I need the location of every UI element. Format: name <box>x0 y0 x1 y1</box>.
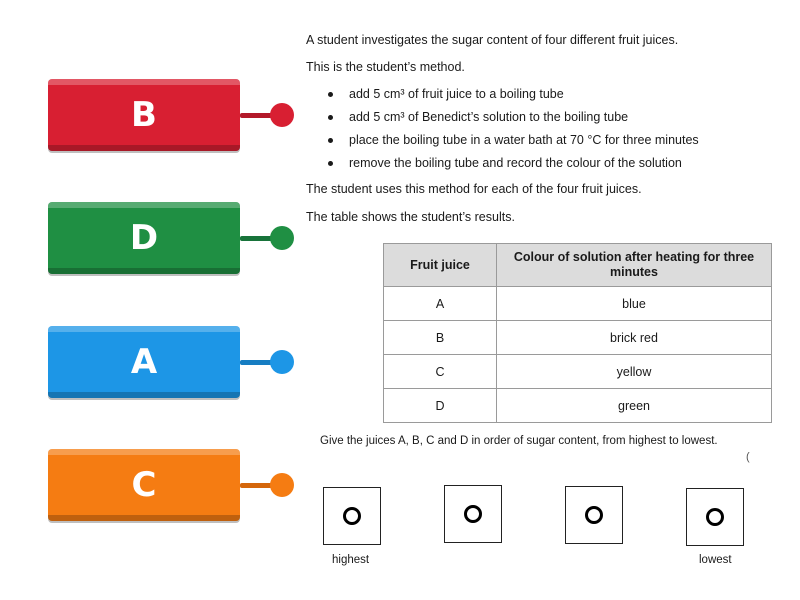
method-intro: This is the student’s method. <box>306 60 465 74</box>
connector-stem <box>240 236 274 241</box>
connector-dot[interactable] <box>270 350 294 374</box>
drop-target-dot[interactable] <box>585 506 603 524</box>
connector-dot[interactable] <box>270 226 294 250</box>
method-steps <box>328 86 699 178</box>
tile-label: A <box>130 342 158 382</box>
results-table <box>383 243 772 423</box>
method-repeat-text: The student uses this method for each of the four fruit juices. <box>306 182 642 196</box>
answer-tile-b[interactable] <box>48 79 240 151</box>
connector-dot[interactable] <box>270 473 294 497</box>
tile-label: C <box>131 465 157 505</box>
juice-cell: B <box>384 321 497 355</box>
drop-slot-1[interactable] <box>323 487 381 545</box>
drop-target-dot[interactable] <box>343 507 361 525</box>
drop-slot-2[interactable] <box>444 485 502 543</box>
tile-label: B <box>131 95 157 135</box>
question-intro: A student investigates the sugar content of four different fruit juices. <box>306 33 679 47</box>
method-step: place the boiling tube in a water bath at 70 °C for three minutes <box>328 132 699 155</box>
answer-tile-a[interactable] <box>48 326 240 398</box>
highest-label: highest <box>332 554 370 566</box>
lowest-label: lowest <box>699 554 732 566</box>
colour-cell: brick red <box>497 321 772 355</box>
table-row <box>384 389 772 423</box>
answer-tile-c[interactable] <box>48 449 240 521</box>
juice-cell: C <box>384 355 497 389</box>
juice-cell: A <box>384 287 497 321</box>
answer-tile-d[interactable] <box>48 202 240 274</box>
drop-target-dot[interactable] <box>706 508 724 526</box>
order-prompt: Give the juices A, B, C and D in order of sugar content, from highest to lowest. <box>320 435 718 447</box>
drop-target-dot[interactable] <box>464 505 482 523</box>
table-intro: The table shows the student’s results. <box>306 210 515 224</box>
tile-label: D <box>129 218 159 258</box>
connector-stem <box>240 360 274 365</box>
method-step: add 5 cm³ of fruit juice to a boiling tube <box>328 86 699 109</box>
colour-cell: blue <box>497 287 772 321</box>
connector-dot[interactable] <box>270 103 294 127</box>
connector-stem <box>240 483 274 488</box>
table-header-juice: Fruit juice <box>384 244 497 287</box>
colour-cell: green <box>497 389 772 423</box>
method-step: remove the boiling tube and record the colour of the solution <box>328 155 699 178</box>
connector-stem <box>240 113 274 118</box>
table-row <box>384 321 772 355</box>
table-header-colour: Colour of solution after heating for three minutes <box>497 244 772 287</box>
colour-cell: yellow <box>497 355 772 389</box>
drop-slot-3[interactable] <box>565 486 623 544</box>
method-step: add 5 cm³ of Benedict’s solution to the boiling tube <box>328 109 699 132</box>
drop-slot-4[interactable] <box>686 488 744 546</box>
stray-mark: ( <box>746 451 750 463</box>
table-row <box>384 355 772 389</box>
juice-cell: D <box>384 389 497 423</box>
table-row <box>384 287 772 321</box>
